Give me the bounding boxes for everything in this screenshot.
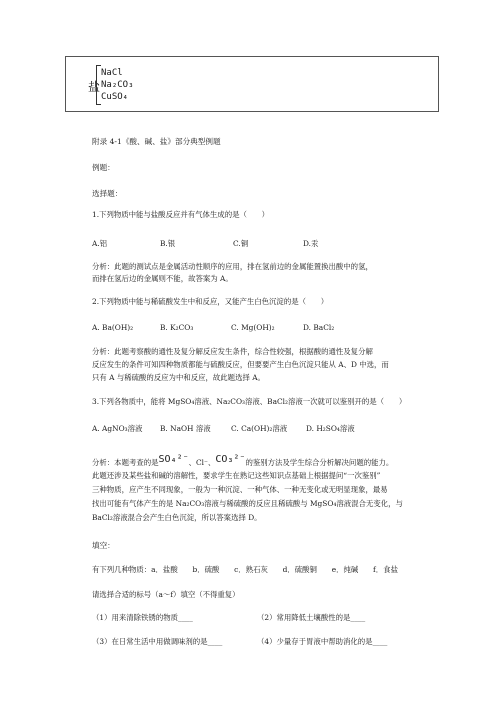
- q1-stem: 1.下列物质中能与盐酸反应并有气体生成的是（ ）: [92, 210, 270, 219]
- salt-label: 盐: [88, 80, 101, 94]
- fill-item-3: （3）在日常生活中用做调味剂的是____: [92, 637, 223, 646]
- q1-option-a: A.铝: [92, 239, 108, 248]
- salt-item-na2co3: Na₂CO₃: [101, 80, 134, 90]
- q3-analysis-prefix: 分析：本题考查的是: [92, 458, 159, 467]
- q2-stem: 2.下列物质中能与稀硫酸发生中和反应，又能产生白色沉淀的是（ ）: [92, 297, 329, 306]
- fill-item-4: （4）少量存于胃液中帮助消化的是____: [257, 637, 388, 646]
- q2-option-a: A. Ba(OH)₂: [92, 323, 134, 332]
- q3-option-a: A. AgNO₃溶液: [92, 424, 143, 433]
- q1-analysis-line-2: 而排在氢后边的金属则不能，故答案为 A。: [92, 274, 233, 283]
- fill-substance-list: 有下列几种物质：a．盐酸 b．硫酸 c．熟石灰 d．硫酸铜 e．纯碱 f．食盐: [92, 565, 398, 574]
- salt-figure-box: [65, 56, 439, 112]
- q3-option-b: B. NaOH 溶液: [160, 424, 211, 433]
- q2-analysis-line-2: 反应发生的条件可知四种物质都能与硫酸反应，但要要产生白色沉淀只能从 A、D 中选，而: [92, 360, 389, 369]
- q3-option-c: C. Ca(OH)₂溶液: [231, 424, 288, 433]
- appendix-title: 附录 4-1《酸、碱、盐》部分典型例题: [92, 137, 221, 146]
- sulfate-ion: SO₄²⁻: [158, 454, 189, 465]
- q1-analysis-line-1: 分析：此题的测试点是金属活动性顺序的应用，排在氢前边的金属能置换出酸中的氢，: [92, 262, 373, 271]
- q3-stem: 3.下列各物质中，能将 MgSO₄溶液、Na₂CO₃溶液、BaCl₂溶液一次就可以鉴别开的是（ ）: [92, 397, 407, 406]
- q2-option-b: B. K₂CO₃: [160, 323, 194, 332]
- q2-analysis-line-3: 只有 A 与稀硫酸的反应为中和反应，故此题选择 A。: [92, 373, 265, 382]
- q3-analysis-line-2: 此题还涉及某些盐和碱的溶解性，要求学生在熟记这些知识点基础上根据提问“一次鉴别”: [92, 471, 381, 480]
- q3-analysis-line-4: 找出可能有气体产生的是 Na₂CO₃溶液与稀硫酸的反应且稀硫酸与 MgSO₄溶液混合无变化，与: [92, 499, 403, 508]
- fill-instruction: 请选择合适的标号（a～f）填空（不得重复）: [92, 590, 240, 599]
- fill-item-2: （2）常用降低土壤酸性的是____: [257, 613, 366, 622]
- q1-option-c: C.铜: [233, 239, 249, 248]
- q2-analysis-line-1: 分析：此题考察酸的通性及复分解反应发生条件，综合性较强，根据酸的通性及复分解: [92, 347, 373, 356]
- q3-analysis-suffix: 的鉴别方法及学生综合分析解决问题的能力。: [245, 458, 394, 467]
- fill-item-1: （1）用来清除铁锈的物质____: [92, 613, 193, 622]
- q2-option-c: C. Mg(OH)₂: [231, 323, 275, 332]
- example-heading: 例题：: [92, 163, 115, 172]
- fill-heading: 填空：: [92, 541, 115, 550]
- carbonate-ion: CO₃²⁻: [215, 454, 246, 465]
- q1-option-b: B.银: [160, 239, 176, 248]
- q3-analysis-line-5: BaCl₂溶液混合会产生白色沉淀，所以答案选择 D。: [92, 513, 262, 522]
- q3-analysis-line-1: [92, 454, 394, 468]
- q2-option-d: D. BaCl₂: [303, 323, 335, 332]
- salt-item-nacl: NaCl: [101, 68, 123, 78]
- q1-option-d: D.汞: [303, 239, 319, 248]
- q3-option-d: D. H₂SO₄溶液: [306, 424, 355, 433]
- salt-item-cuso4: CuSO₄: [101, 92, 129, 102]
- q3-analysis-line-3: 三种物质，应产生不同现象，一般为一种沉淀、一种气体、一种无变化或无明显现象，最易: [92, 485, 388, 494]
- choice-heading: 选择题：: [92, 189, 123, 198]
- q3-analysis-mid: 、Cl⁻、: [188, 458, 216, 467]
